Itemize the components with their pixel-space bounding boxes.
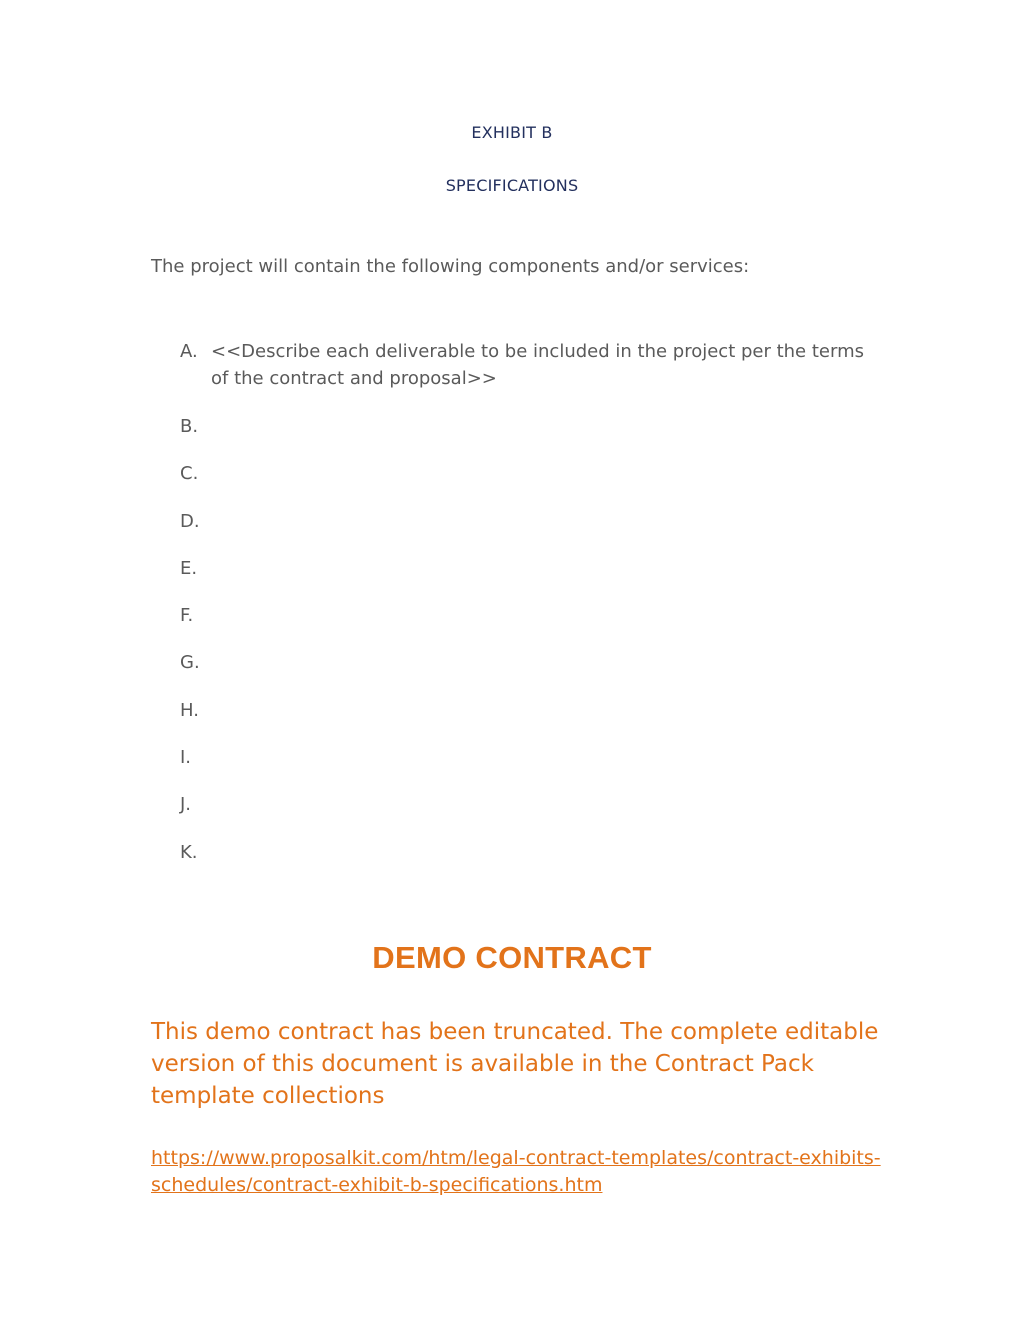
list-item-text bbox=[211, 413, 880, 460]
list-item-text bbox=[211, 649, 880, 696]
proposalkit-link[interactable]: https://www.proposalkit.com/htm/legal-contract-templates/contract-exhibits-schedules/contract-exhibit-b-specifications.htm bbox=[151, 1147, 881, 1196]
demo-contract-title: DEMO CONTRACT bbox=[372, 940, 652, 975]
list-item-letter: I. bbox=[180, 747, 192, 769]
list-item bbox=[180, 697, 880, 744]
list-item bbox=[180, 602, 880, 649]
list-item-letter: G. bbox=[180, 652, 200, 674]
list-item bbox=[180, 649, 880, 696]
list-item bbox=[180, 555, 880, 602]
list-item-letter: A. bbox=[180, 341, 198, 362]
list-item bbox=[180, 413, 880, 460]
list-item-text bbox=[211, 602, 880, 649]
list-item-text bbox=[211, 460, 880, 507]
list-item-letter: D. bbox=[180, 510, 200, 532]
list-item bbox=[180, 839, 880, 886]
list-item-text bbox=[211, 697, 880, 744]
deliverables-list bbox=[180, 338, 880, 886]
demo-truncation-note: This demo contract has been truncated. The complete editable version of this document is available in the Contract Pack template collections bbox=[151, 1019, 879, 1109]
list-item bbox=[180, 791, 880, 838]
list-item-text bbox=[211, 744, 880, 791]
list-item-text bbox=[211, 791, 880, 838]
list-item-letter: C. bbox=[180, 463, 199, 485]
list-item bbox=[180, 460, 880, 507]
list-item-text bbox=[211, 508, 880, 555]
list-item-text: <<Describe each deliverable to be included in the project per the terms of the contract and proposal>> bbox=[211, 341, 864, 389]
list-item-text bbox=[211, 555, 880, 602]
list-item bbox=[180, 744, 880, 791]
list-item-letter: F. bbox=[180, 605, 194, 627]
list-item-letter: K. bbox=[180, 841, 198, 863]
list-item-letter: J. bbox=[180, 794, 192, 816]
list-item-text bbox=[211, 839, 880, 886]
list-item bbox=[180, 338, 880, 413]
list-item bbox=[180, 508, 880, 555]
list-item-letter: E. bbox=[180, 557, 198, 579]
list-item-letter: H. bbox=[180, 699, 199, 721]
specifications-title: SPECIFICATIONS bbox=[445, 176, 579, 195]
intro-paragraph: The project will contain the following components and/or services: bbox=[151, 256, 750, 277]
exhibit-title: EXHIBIT B bbox=[471, 123, 553, 142]
list-item-letter: B. bbox=[180, 416, 199, 437]
